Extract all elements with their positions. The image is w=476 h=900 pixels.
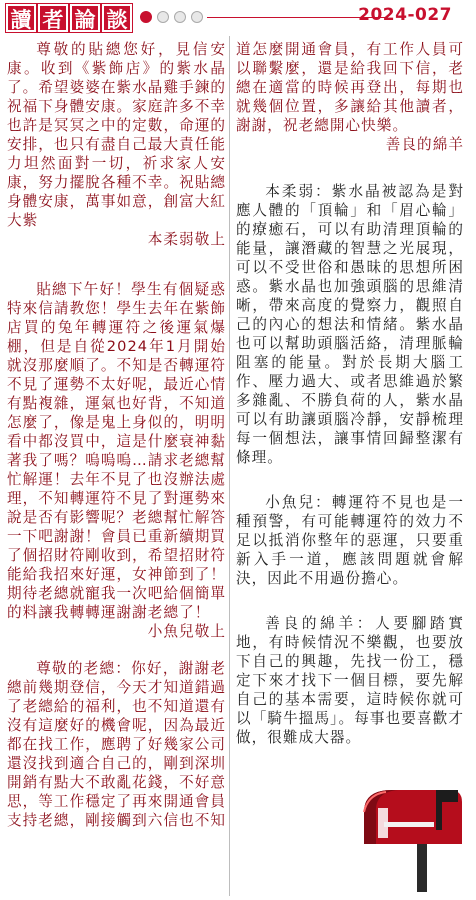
decor-dot xyxy=(157,11,169,23)
decor-dot-red xyxy=(140,11,152,23)
decor-dot xyxy=(191,11,203,23)
reply-2: 小魚兒：轉運符不見也是一種預警，有可能轉運符的效力不足以抵消你整年的惡運，只要重新入手一道，應該問題就會解決，因此不用過份擔心。 xyxy=(236,494,464,587)
letter-3-continued: 道怎麼開通會員，有工作人員可以聯繫麼，還是給我回下信，老總在適當的時候再登出，每期也就幾個位置，多讓給其他讀者，謝謝，祝老總開心快樂。 xyxy=(236,41,464,134)
reply-1: 本柔弱：紫水晶被認為是對應人體的「頂輪」和「眉心輪」的療癒石，可以有助清理頂輪的能量，讓潛藏的智慧之光展現，可以不受世俗和愚昧的思想所困惑。紫水晶也加強頭腦的思維清晰，帶來高度的覺察力，觀照自己的內心的想法和情緒。紫水晶也可以幫助頭腦活絡，清理脈輪阻塞的能量。對於長期大腦工作、壓力過大、或者思維過於繁多雜亂、不勝負荷的人，紫水晶可以有助讓頭腦冷靜，安靜梳理每一個想法，讓事情回歸整潔有條理。 xyxy=(236,183,464,466)
title-char-1: 讀 xyxy=(6,4,36,32)
column-header xyxy=(0,0,476,36)
letter-1-signature: 本柔弱敬上 xyxy=(147,231,226,248)
reply-3: 善良的綿羊：人要腳踏實地，有時候情況不樂觀，也要放下自己的興趣，先找一份工，穩定下來才找下一個目標，要先解自己的基本需要，這時候你就可以「騎牛搵馬」。每事也要喜歡才做，很難成大器。 xyxy=(236,615,464,746)
title-char-3: 論 xyxy=(70,4,100,32)
right-column xyxy=(236,40,464,747)
letter-1-body: 尊敬的貼總您好，見信安康。收到《紫飾店》的紫水晶了。希望婆婆在紫水晶雞手鍊的祝福下身體安康。家庭許多不幸也許是冥冥之中的定數，命運的安排，也只有盡自己最大責任能力坦然面對一切，祈求家人安康，努力擺脫各種不幸。祝貼總身體安康，萬事如意，創富大紅大紫 xyxy=(7,41,227,229)
title-char-4: 談 xyxy=(102,4,132,32)
title-char-2: 者 xyxy=(38,4,68,32)
mailbox-icon xyxy=(354,782,472,894)
letter-3-signature: 善良的綿羊 xyxy=(385,136,464,153)
decor-dot xyxy=(174,11,186,23)
letter-2-body: 貼總下午好！學生有個疑惑特來信請教您！學生去年在紫飾店買的兔年轉運符之後運氣爆棚，但是自從2024年1月開始就沒那麼順了。不知是否轉運符不見了運勢不太好呢，最近心情有點複雜，運氣也好背，不知道怎麼了，像是鬼上身似的，明明看中都沒買中，這是什麼衰神黏著我了嗎？嗚嗚嗚…請求老總幫忙解運！去年不見了也沒辦法處理，不知轉運符不見了對運勢來說是否有影響呢？老總幫忙解答一下吧謝謝！會員已重新續期買了個招財符剛收到，希望招財符能給我招來好運，女神節到了！期待老總就寵我一次吧給個簡單的料讓我轉轉運謝謝老總了！ xyxy=(7,281,227,621)
letter-2-signature: 小魚兒敬上 xyxy=(147,623,226,640)
issue-code: 2024-027 xyxy=(358,5,452,25)
column-divider xyxy=(229,36,230,896)
letter-3-body: 尊敬的老總：你好，謝謝老總前幾期登信，今天才知道錯過了老總給的福利，也不知道還有沒有這麼好的機會呢，因為最近都在找工作，應聘了好幾家公司還沒找到適合自己的，剛到深圳開銷有點大不敢亂花錢，不好意思，等工作穩定了再來開通會員支持老總，剛接觸到六信也不知 xyxy=(7,660,227,829)
left-column xyxy=(7,40,226,830)
